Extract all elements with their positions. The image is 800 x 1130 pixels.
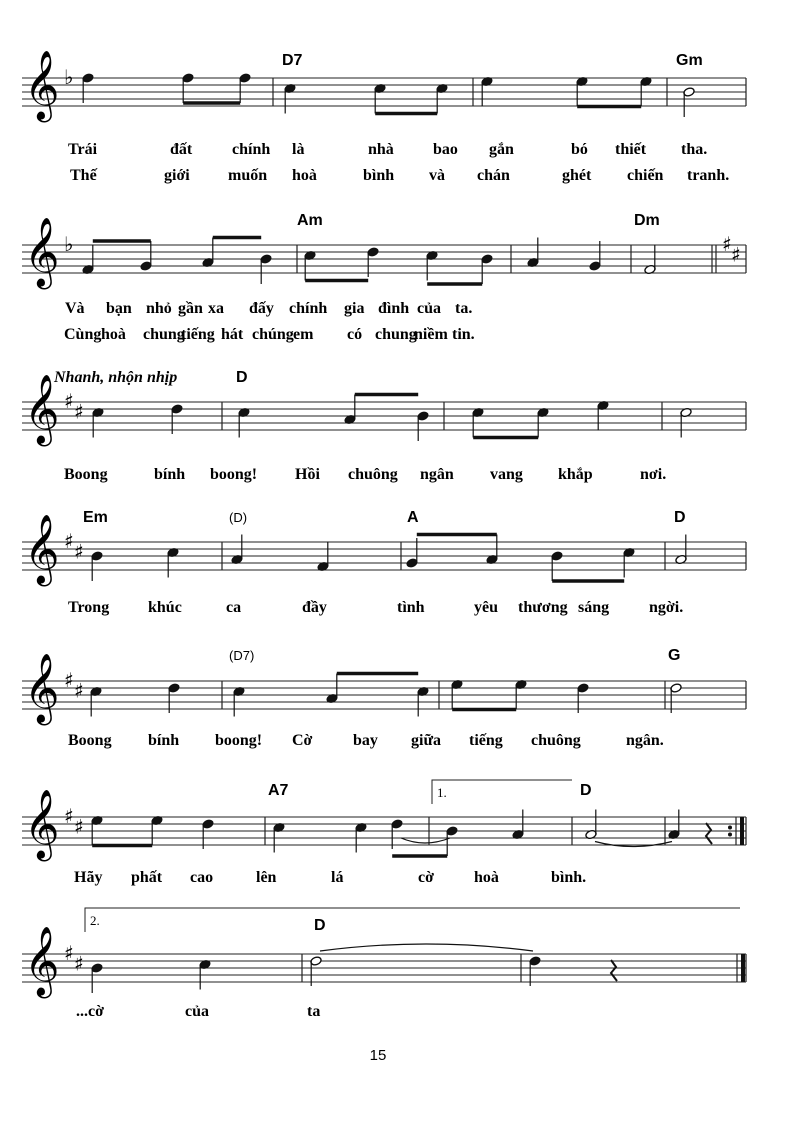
lyric-syllable: boong! <box>210 466 258 483</box>
lyric-syllable: boong! <box>215 732 263 749</box>
chord-symbol: Dm <box>634 212 660 229</box>
lyric-syllable: bó <box>571 141 588 158</box>
chord-symbol: D7 <box>282 52 303 69</box>
lyric-syllable: bạn <box>106 300 132 317</box>
treble-clef-icon: 𝄞 <box>24 374 60 444</box>
lyric-syllable: tiếng <box>469 732 503 749</box>
chord-symbol: D <box>236 369 248 386</box>
treble-clef-icon: 𝄞 <box>24 789 60 859</box>
lyric-syllable: Hãy <box>74 869 103 886</box>
chord-symbol: Em <box>83 509 108 526</box>
sharp-icon: ♯ <box>731 242 741 267</box>
lyric-syllable: bay <box>353 732 378 749</box>
lyric-syllable: Cùng <box>64 326 102 343</box>
lyric-syllable: Trái <box>68 141 98 158</box>
lyric-syllable: là <box>292 141 305 158</box>
treble-clef-icon: 𝄞 <box>24 653 60 723</box>
sharp-icon: ♯ <box>74 539 84 564</box>
lyric-syllable: bính <box>154 466 186 483</box>
lyric-syllable: vang <box>490 466 523 483</box>
staff-system <box>22 653 746 725</box>
lyric-syllable: đất <box>170 141 193 158</box>
lyric-syllable: khúc <box>148 599 182 616</box>
lyric-syllable: lá <box>331 869 344 886</box>
chord-symbol: D <box>674 509 686 526</box>
staff-system <box>22 926 746 998</box>
lyric-syllable: bính <box>148 732 180 749</box>
lyric-syllable: yêu <box>474 599 498 616</box>
tie <box>401 838 450 843</box>
sharp-icon: ♯ <box>74 678 84 703</box>
lyric-syllable: bình. <box>551 869 587 886</box>
lyric-syllable: chuông <box>531 732 581 749</box>
lyric-syllable: muốn <box>228 167 268 184</box>
lyric-syllable: Boong <box>64 466 108 483</box>
sharp-icon: ♯ <box>64 389 74 413</box>
lyric-syllable: phất <box>131 869 163 886</box>
treble-clef-icon: 𝄞 <box>24 926 60 996</box>
sharp-icon: ♯ <box>64 668 74 692</box>
chord-symbol: D <box>580 782 592 799</box>
lyric-syllable: ...cờ <box>76 1003 104 1020</box>
treble-clef-icon: 𝄞 <box>24 50 60 120</box>
lyric-syllable: gắn <box>489 141 514 158</box>
staff-system <box>22 514 746 586</box>
chord-symbol: (D7) <box>229 648 255 663</box>
lyric-syllable: ta. <box>455 300 473 317</box>
repeat-dot <box>728 833 732 837</box>
sharp-icon: ♯ <box>64 941 74 965</box>
lyric-syllable: Cờ <box>292 732 313 749</box>
lyric-syllable: chiến <box>627 167 664 184</box>
lyric-syllable: của <box>417 300 441 317</box>
lyric-syllable: thương <box>518 599 568 616</box>
lyric-syllable: xa <box>208 300 224 317</box>
chord-symbol: Am <box>297 212 323 229</box>
lyric-syllable: hát <box>221 326 244 343</box>
volta-number: 1. <box>437 785 447 800</box>
final-barline <box>741 954 745 982</box>
lyric-syllable: giới <box>164 167 190 184</box>
chord-symbol: G <box>668 647 681 664</box>
chord-symbol: D <box>314 917 326 934</box>
lyric-syllable: đình <box>378 300 410 317</box>
lyric-syllable: cờ <box>418 869 434 886</box>
lyric-syllable: nhỏ <box>146 300 172 317</box>
lyric-syllable: Trong <box>68 599 110 616</box>
flat-icon: ♭ <box>64 232 74 256</box>
sharp-icon: ♯ <box>74 814 84 839</box>
lyric-syllable: giữa <box>411 732 442 749</box>
chord-symbol: (D) <box>229 510 248 525</box>
lyric-syllable: ghét <box>562 167 592 184</box>
lyric-syllable: ta <box>307 1003 321 1020</box>
sharp-icon: ♯ <box>64 804 74 828</box>
volta-bracket <box>85 908 740 932</box>
tie <box>595 842 672 847</box>
treble-clef-icon: 𝄞 <box>24 217 60 287</box>
slur <box>320 944 533 951</box>
staff-system <box>22 789 746 861</box>
volta-number: 2. <box>90 913 100 928</box>
lyric-syllable: có <box>347 326 363 343</box>
lyric-syllable: ca <box>226 599 242 616</box>
lyric-syllable: sáng <box>578 599 610 616</box>
lyric-syllable: Và <box>65 300 85 317</box>
page-number: 15 <box>369 1047 387 1064</box>
lyric-syllable: hoà <box>474 869 499 886</box>
lyric-syllable: chính <box>289 300 328 317</box>
lyric-syllable: tha. <box>681 141 708 158</box>
lyric-syllable: tranh. <box>687 167 730 184</box>
quarter-rest-icon <box>706 823 712 844</box>
lyric-syllable: tiếng <box>181 326 215 343</box>
lyric-syllable: chung <box>375 326 417 343</box>
lyric-syllable: niềm <box>414 326 448 343</box>
chord-symbol: Gm <box>676 52 703 69</box>
lyric-syllable: ngân <box>420 466 454 483</box>
lyric-syllable: em <box>293 326 314 343</box>
chord-symbol: A <box>407 509 419 526</box>
lyric-syllable: cao <box>190 869 214 886</box>
chord-symbol: A7 <box>268 782 289 799</box>
lyric-syllable: bình <box>363 167 395 184</box>
sharp-icon: ♯ <box>722 232 732 256</box>
lyric-syllable: của <box>185 1003 209 1020</box>
lyric-syllable: chuông <box>348 466 398 483</box>
lyric-syllable: tin. <box>452 326 475 343</box>
lyric-syllable: lên <box>256 869 277 886</box>
lyric-syllable: đấy <box>249 300 274 317</box>
lyric-syllable: thiết <box>615 141 647 158</box>
lyric-syllable: chúng <box>252 326 294 343</box>
lyric-syllable: hoà <box>292 167 317 184</box>
lyric-syllable: nhà <box>368 141 394 158</box>
lyric-syllable: gia <box>344 300 365 317</box>
lyric-syllable: chính <box>232 141 271 158</box>
lyric-syllable: Hồi <box>295 466 320 483</box>
repeat-dot <box>728 826 732 830</box>
sharp-icon: ♯ <box>64 529 74 553</box>
lyric-syllable: chán <box>477 167 510 184</box>
lyric-syllable: nơi. <box>640 466 667 483</box>
lyric-syllable: đầy <box>302 599 327 616</box>
lyric-syllable: và <box>429 167 445 184</box>
repeat-barline <box>740 817 744 845</box>
sharp-icon: ♯ <box>74 951 84 976</box>
volta-bracket <box>432 780 572 804</box>
sharp-icon: ♯ <box>74 399 84 424</box>
tempo-marking: Nhanh, nhộn nhịp <box>54 369 178 386</box>
treble-clef-icon: 𝄞 <box>24 514 60 584</box>
lyric-syllable: Thế <box>70 167 97 184</box>
flat-icon: ♭ <box>64 65 74 89</box>
lyric-syllable: khắp <box>558 466 593 483</box>
lyric-syllable: chung <box>143 326 185 343</box>
lyric-syllable: Boong <box>68 732 112 749</box>
quarter-rest-icon <box>611 960 617 981</box>
lyric-syllable: ngân. <box>626 732 664 749</box>
lyric-syllable: tình <box>397 599 425 616</box>
lyric-syllable: bao <box>433 141 458 158</box>
lyric-syllable: hoà <box>101 326 126 343</box>
lyric-syllable: ngời. <box>649 599 684 616</box>
lyric-syllable: gần <box>178 300 203 317</box>
